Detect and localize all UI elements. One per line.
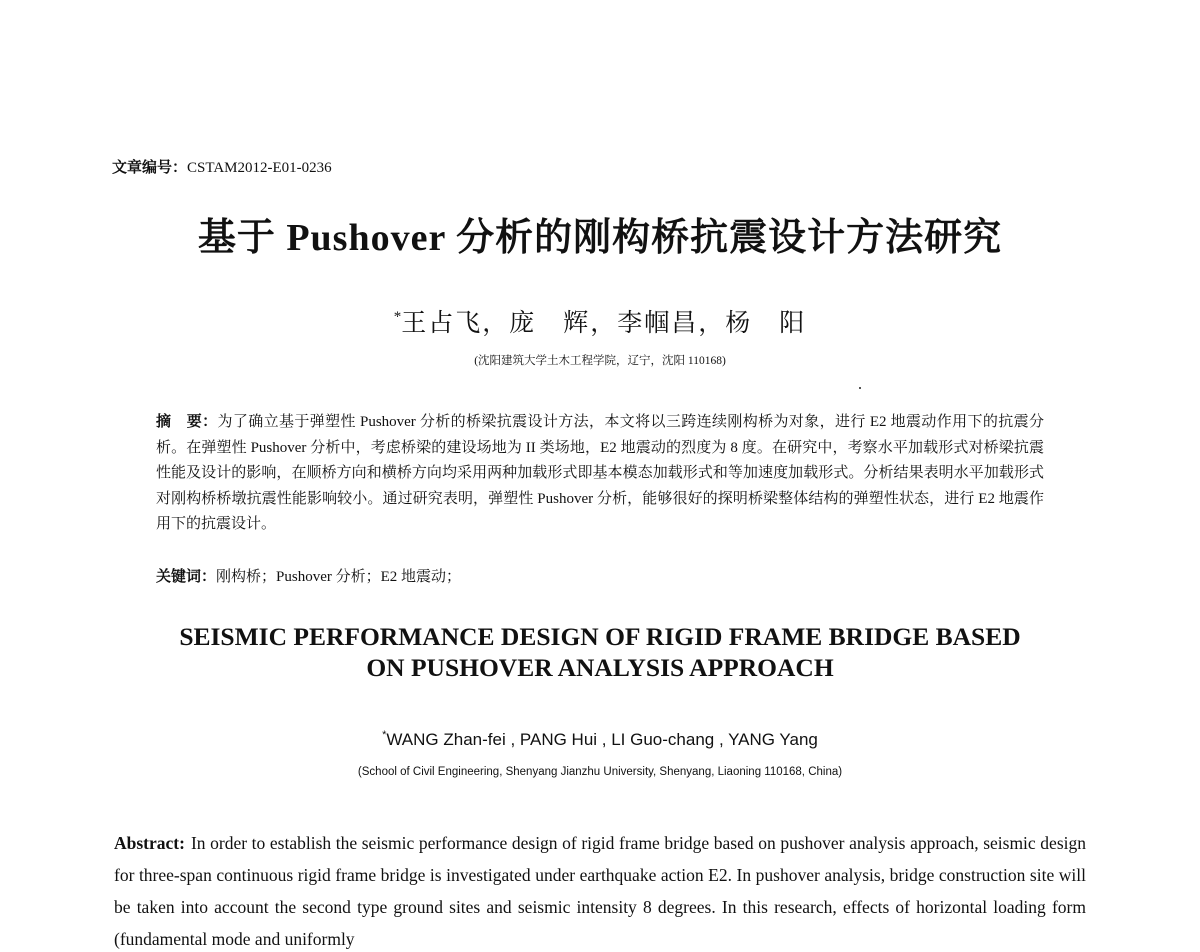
english-title-line-2: ON PUSHOVER ANALYSIS APPROACH (366, 653, 834, 682)
chinese-affiliation: (沈阳建筑大学土木工程学院，辽宁，沈阳 110168) (474, 355, 726, 367)
chinese-corresponding-marker: * (393, 309, 402, 325)
article-number-value: CSTAM2012-E01-0236 (187, 160, 332, 176)
chinese-authors (0, 303, 1200, 339)
article-number-label: 文章编号： (112, 160, 188, 176)
chinese-keywords-text: 刚构桥；Pushover 分析；E2 地震动； (216, 569, 462, 585)
english-abstract-text: In order to establish the seismic performance design of rigid frame bridge based on pushover analysis approach, seismic design for three-span continuous rigid frame bridge is investigated under earthquake action E2. In pushover analysis, bridge construction site will be taken into account the second type ground sites and seismic intensity 8 degrees. In this research, effects of horizontal loading form (fundamental mode and uniformly (114, 833, 1086, 949)
english-corresponding-marker: * (382, 729, 387, 741)
english-abstract (114, 827, 1086, 952)
chinese-abstract-text: 为了确立基于弹塑性 Pushover 分析的桥梁抗震设计方法，本文将以三跨连续刚构桥为对象，进行 E2 地震动作用下的抗震分析。在弹塑性 Pushover 分析中，考虑桥梁的建设场地为 II 类场地，E2 地震动的烈度为 8 度。在研究中，考察水平加载形式对桥梁抗震性能及设计的影响，在顺桥方向和横桥方向均采用两种加载形式即基本模态加载形式和等加速度加载形式。分析结果表明水平加载形式对刚构桥桥墩抗震性能影响较小。通过研究表明，弹塑性 Pushover 分析，能够很好的探明桥梁整体结构的弹塑性状态，进行 E2 地震作用下的抗震设计。 (156, 414, 1044, 532)
chinese-keywords-label: 关键词： (156, 569, 217, 585)
english-author-list: WANG Zhan-fei , PANG Hui , LI Guo-chang , YANG Yang (386, 730, 818, 749)
chinese-abstract-label: 摘 要： (156, 414, 218, 430)
english-title (0, 621, 1200, 683)
chinese-abstract (156, 410, 1044, 538)
chinese-title: 基于 Pushover 分析的刚构桥抗震设计方法研究 (197, 217, 1003, 259)
chinese-keywords (156, 565, 1044, 589)
chinese-author-list: 王占飞，庞 辉，李帼昌，杨 阳 (401, 310, 807, 337)
scan-speck (859, 387, 861, 389)
english-title-line-1: SEISMIC PERFORMANCE DESIGN OF RIGID FRAME BRIDGE BASED (179, 622, 1021, 651)
article-number (112, 156, 332, 177)
english-abstract-label: Abstract: (114, 833, 185, 853)
english-affiliation: (School of Civil Engineering, Shenyang Jianzhu University, Shenyang, Liaoning 110168, China) (357, 766, 843, 778)
english-authors (0, 729, 1200, 750)
